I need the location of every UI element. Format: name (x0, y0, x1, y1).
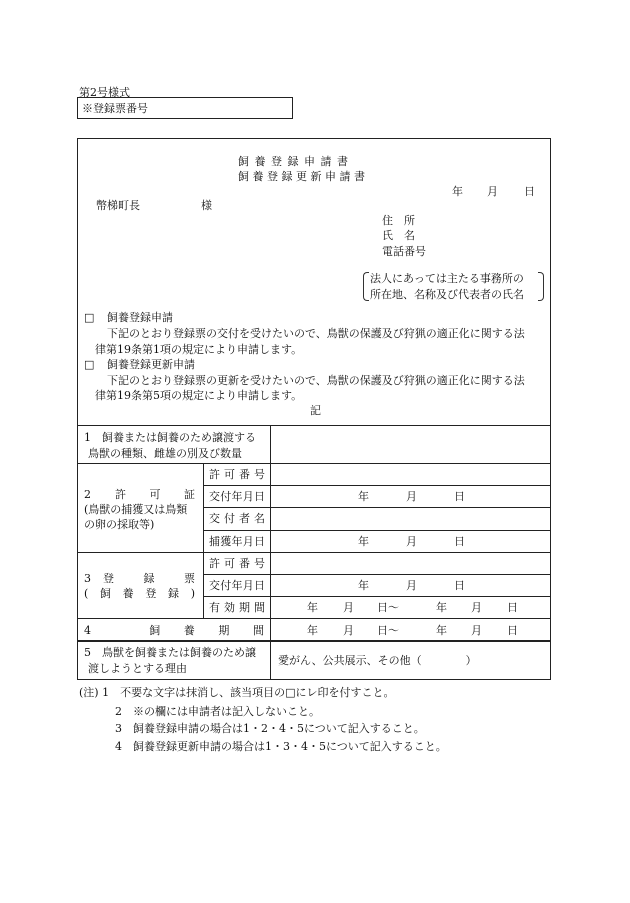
row2-issuer-input[interactable] (272, 509, 549, 528)
registration-option-text-2: 律第19条第1項の規定により申請します。 (95, 343, 303, 356)
row2-issue-day: 日 (454, 490, 465, 503)
row1-input[interactable] (272, 427, 549, 461)
row3-valid-from-day: 日～ (377, 601, 399, 614)
table-bottom-line (77, 679, 551, 680)
row2-capture-year: 年 (358, 535, 369, 548)
row5-reason-value[interactable]: 愛がん、公共展示、その他（ ） (278, 654, 477, 667)
row2-permit-number-input[interactable] (272, 465, 549, 484)
row2-issue-month: 月 (406, 490, 417, 503)
registration-option-label: 飼養登録申請 (107, 311, 173, 324)
row2-issuer-label: 交付者名 (209, 512, 265, 525)
row4-to-day: 日 (507, 624, 518, 637)
row1-label-2: 鳥獣の種類、雌雄の別及び数量 (88, 447, 242, 460)
title-renewal: 飼 養 登 録 更 新 申 請 書 (238, 170, 365, 183)
registration-number-label: ※登録票番号 (82, 102, 148, 115)
row5-label-2: 渡しようとする理由 (88, 662, 187, 675)
row1-label-1: 1 飼養または飼養のため譲渡する (84, 431, 256, 444)
row4-from-month: 月 (343, 624, 354, 637)
addressee-honorific: 様 (201, 199, 212, 212)
row3-valid-to-day: 日 (507, 601, 518, 614)
row3-permit-number-input[interactable] (272, 554, 549, 573)
table-top-line (77, 425, 551, 426)
row3-title: 登録票 (103, 572, 195, 585)
registration-option-text-1: 下記のとおり登録票の交付を受けたいので、鳥獣の保護及び狩猟の適正化に関する法 (107, 327, 525, 340)
row3-issue-month: 月 (406, 579, 417, 592)
note-2: 2 ※の欄には申請者は記入しないこと。 (115, 705, 320, 718)
row4-to-month: 月 (471, 624, 482, 637)
title-registration: 飼 養 登 録 申 請 書 (238, 155, 349, 168)
row5-label-1: 5 鳥獣を飼養または飼養のため譲 (84, 646, 256, 659)
renewal-checkbox[interactable]: □ (84, 358, 95, 371)
row2-capture-day: 日 (454, 535, 465, 548)
date-year-label: 年 (452, 185, 463, 198)
row2-issue-year: 年 (358, 490, 369, 503)
row3-issue-day: 日 (454, 579, 465, 592)
row4-to-year: 年 (436, 624, 447, 637)
row2-permit-number-label: 許可番号 (209, 468, 265, 481)
row3-valid-from-year: 年 (307, 601, 318, 614)
row2-issue-date-label: 交付年月日 (209, 490, 265, 503)
form-number-label: 第2号様式 (79, 86, 130, 99)
renewal-option-text-2: 律第19条第5項の規定により申請します。 (95, 389, 303, 402)
ki-heading: 記 (310, 404, 321, 417)
registration-checkbox[interactable]: □ (84, 311, 95, 324)
left-bracket (363, 272, 369, 301)
row2-sub-1: (鳥獣の捕獲又は鳥類 (84, 503, 188, 516)
name-label: 氏 名 (382, 229, 415, 242)
phone-label: 電話番号 (382, 245, 426, 258)
row2-number: 2 (84, 488, 91, 501)
row3-number: 3 (84, 572, 91, 585)
row2-title: 許可証 (115, 488, 195, 501)
row3-valid-to-month: 月 (471, 601, 482, 614)
corporate-note-line2: 所在地、名称及び代表者の氏名 (370, 288, 524, 301)
registration-number-box[interactable] (77, 97, 293, 119)
row2-sub-2: の卵の採取等) (84, 518, 155, 531)
row3-valid-from-month: 月 (343, 601, 354, 614)
addressee: 幣梯町長 (96, 199, 140, 212)
row2-capture-date-label: 捕獲年月日 (209, 535, 265, 548)
row3-sub: (飼養登録) (84, 587, 195, 600)
row4-label: 4 飼養期間 (84, 624, 264, 637)
row3-issue-date-label: 交付年月日 (209, 579, 265, 592)
date-day-label: 日 (524, 185, 535, 198)
row3-permit-number-label: 許可番号 (209, 557, 265, 570)
address-label: 住 所 (382, 214, 415, 227)
renewal-option-text-1: 下記のとおり登録票の更新を受けたいので、鳥獣の保護及び狩猟の適正化に関する法 (107, 374, 525, 387)
note-1: (注) 1 不要な文字は抹消し、該当項目の□にレ印を付すこと。 (79, 686, 395, 699)
corporate-note-line1: 法人にあっては主たる事務所の (370, 272, 524, 285)
row3-validity-label: 有効期間 (209, 601, 265, 614)
row4-from-year: 年 (307, 624, 318, 637)
row4-from-day: 日～ (377, 624, 399, 637)
date-month-label: 月 (487, 185, 498, 198)
row3-valid-to-year: 年 (436, 601, 447, 614)
note-4: 4 飼養登録更新申請の場合は1・3・4・5について記入すること。 (115, 740, 447, 753)
right-bracket (538, 272, 544, 301)
renewal-option-label: 飼養登録更新申請 (107, 358, 195, 371)
row2-capture-month: 月 (406, 535, 417, 548)
row3-issue-year: 年 (358, 579, 369, 592)
note-3: 3 飼養登録申請の場合は1・2・4・5について記入すること。 (115, 722, 425, 735)
